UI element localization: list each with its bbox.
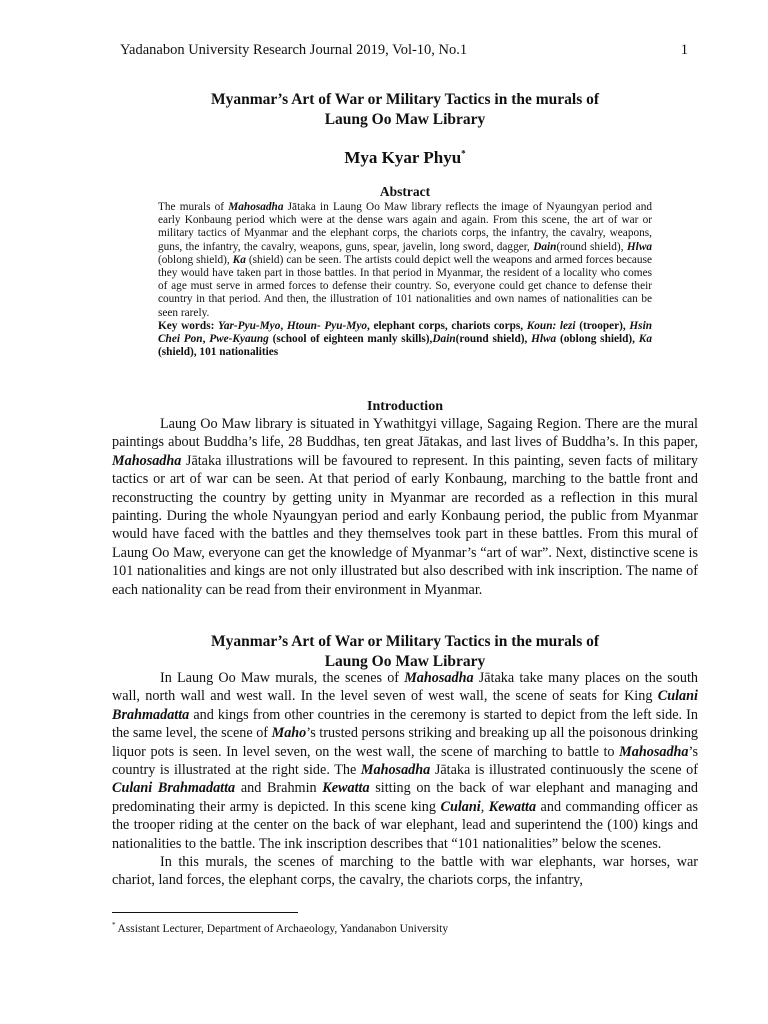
keyword: Yar-Pyu-Myo <box>218 319 281 332</box>
keyword: Htoun- Pyu-Myo <box>286 319 368 332</box>
section-heading-line1: Myanmar’s Art of War or Military Tactics in the murals of <box>210 633 600 650</box>
footnote-text: Assistant Lecturer, Department of Archaeology, Yandanabon University <box>117 922 449 935</box>
abstract-paragraph <box>158 201 652 320</box>
abstract-body <box>158 201 652 359</box>
keyword-sep: (trooper), <box>575 319 630 332</box>
body-text: , <box>480 798 489 815</box>
body-text: sitting on the back of war elephant and managing and predominating their army is depicted. In this scene king <box>112 780 699 815</box>
keyword: Hsin Chei Pon <box>158 319 652 346</box>
running-header <box>120 42 688 59</box>
keyword: Ka <box>638 333 652 346</box>
abstract-text: Jātaka in Laung Oo Maw library reflects the image of Nyaungyan period and early Konbaung period which were at the dense wars again and again. From this scene, the art of war or military tactics of Myanmar and the elephant corps, the chariots corps, the infantry, the cavalry, weapons, guns, the infantry, the cavalry, weapons, guns, spear, javelin, long sword, dagger, <box>158 201 652 253</box>
keyword: Hlwa <box>531 333 557 346</box>
body-term: Culani Brahmadatta <box>112 688 698 723</box>
abstract-term: Dain <box>533 240 557 253</box>
keyword: Dain <box>432 333 456 346</box>
introduction-body <box>112 415 698 599</box>
keyword-sep: (shield), 101 nationalities <box>158 346 279 359</box>
body-term: Mahosadha <box>619 743 689 760</box>
journal-name: Yadanabon University Research Journal 2019, Vol-10, No.1 <box>120 42 468 58</box>
keyword-sep: , <box>202 333 210 346</box>
body-term: Culani <box>440 798 481 815</box>
abstract-term: Hlwa <box>626 240 652 253</box>
body-text: Laung Oo Maw library is situated in Ywathitgyi village, Sagaing Region. There are the mural paintings about Buddha’s life, 28 Buddhas, ten great Jātakas, and last lives of Buddha’s. In this paper, <box>112 416 698 451</box>
body-text: and commanding officer as the trooper riding at the center on the back of war elephant, lead and superintend the (100) kings and nationalities to the battle. The ink inscription describes that “101 nationalities” below the scenes. <box>112 798 698 852</box>
body-text: Jātaka illustrations will be favoured to represent. In this painting, seven facts of military tactics or art of war can be seen. At that period of early Konbaung, marching to the battle front and reconstructing the country by getting unity in Myanmar are recorded as a reflection in this mural painting. During the whole Nyaungyan period and early Konbaung period, the public from Myanmar would have faced with the battles and they themselves took part in these battles. From this mural of Laung Oo Maw, everyone can get the knowledge of Myanmar’s “art of war”. Next, distinctive scene is 101 nationalities and kings are not only illustrated but also described with ink inscription. The name of each nationality can be read from their environment in Myanmar. <box>112 452 698 598</box>
abstract-text: (round shield), <box>556 240 627 253</box>
abstract-text: (shield) can be seen. The artists could depict well the weapons and armed forces because they would have taken part in those battles. In that period in Myanmar, the resident of a locality who comes of age must serve in armed forces to defense their country. So, everyone could get chance to defense their country in that period. And then, the illustration of 101 nationalities and own names of nationalities can be seen rarely. <box>158 253 652 319</box>
section-heading <box>110 632 700 672</box>
introduction-heading: Introduction <box>367 399 443 414</box>
body-text: In Laung Oo Maw murals, the scenes of <box>160 670 405 686</box>
abstract-text: (oblong shield), <box>158 253 233 266</box>
paper-title <box>110 90 700 130</box>
section-paragraph-1 <box>112 669 698 853</box>
introduction-paragraph <box>112 415 698 599</box>
keywords <box>158 320 652 360</box>
keyword-sep: (oblong shield), <box>556 333 639 346</box>
abstract-heading: Abstract <box>379 184 431 199</box>
abstract-text: The murals of <box>158 201 229 213</box>
abstract-term: Ka <box>232 253 246 266</box>
page-number: 1 <box>680 42 688 58</box>
section-heading-line2: Laung Oo Maw Library <box>324 653 486 670</box>
body-text: and Brahmin <box>235 780 323 797</box>
keyword: Pwe-Kyaung <box>209 333 269 346</box>
author-footnote-mark: * <box>461 148 466 159</box>
abstract-term: Mahosadha <box>228 201 284 213</box>
body-term: Mahosadha <box>404 670 474 686</box>
footnote <box>112 921 698 935</box>
body-term: Culani Brahmadatta <box>112 780 236 797</box>
footnote-divider <box>112 912 298 913</box>
body-term: Mahosadha <box>360 762 431 779</box>
author-name <box>110 148 700 168</box>
paper-title-line2: Laung Oo Maw Library <box>324 111 486 128</box>
keywords-label: Key words: <box>158 319 218 332</box>
keyword: Koun: lezi <box>526 319 576 332</box>
body-text: and kings from other countries in the ceremony is started to depict from the left side. In the same level, the scene of <box>112 706 698 742</box>
keyword-sep: (school of eighteen manly skills), <box>268 333 433 346</box>
section-body <box>112 669 698 890</box>
body-term: Kewatta <box>322 780 370 797</box>
body-text: ’s country is illustrated at the right side. The <box>112 743 698 779</box>
keyword-sep: , elephant corps, chariots corps, <box>367 319 527 332</box>
paper-title-line1: Myanmar’s Art of War or Military Tactics in the murals of <box>210 91 600 108</box>
keyword-sep: (round shield), <box>455 333 532 346</box>
body-term: Mahosadha <box>112 452 182 469</box>
author-name-text: Mya Kyar Phyu <box>344 148 462 167</box>
section-paragraph-2: In this murals, the scenes of marching to the battle with war elephants, war horses, war chariot, land forces, the elephant corps, the cavalry, the chariots corps, the infantry, <box>112 854 698 889</box>
body-text: Jātaka is illustrated continuously the scene of <box>430 762 699 779</box>
body-term: Kewatta <box>488 798 537 815</box>
footnote-mark: * <box>112 921 116 929</box>
body-text: Jātaka take many places on the south wall, north wall and west wall. In the level seven of west wall, the scene of seats for King <box>112 670 699 705</box>
body-term: Maho <box>271 725 307 742</box>
body-text: ’s trusted persons striking and breaking up all the poisonous drinking liquor pots is seen. In level seven, on the west wall, the scene of marching to battle to <box>112 725 699 760</box>
keyword-sep: , <box>280 319 287 332</box>
